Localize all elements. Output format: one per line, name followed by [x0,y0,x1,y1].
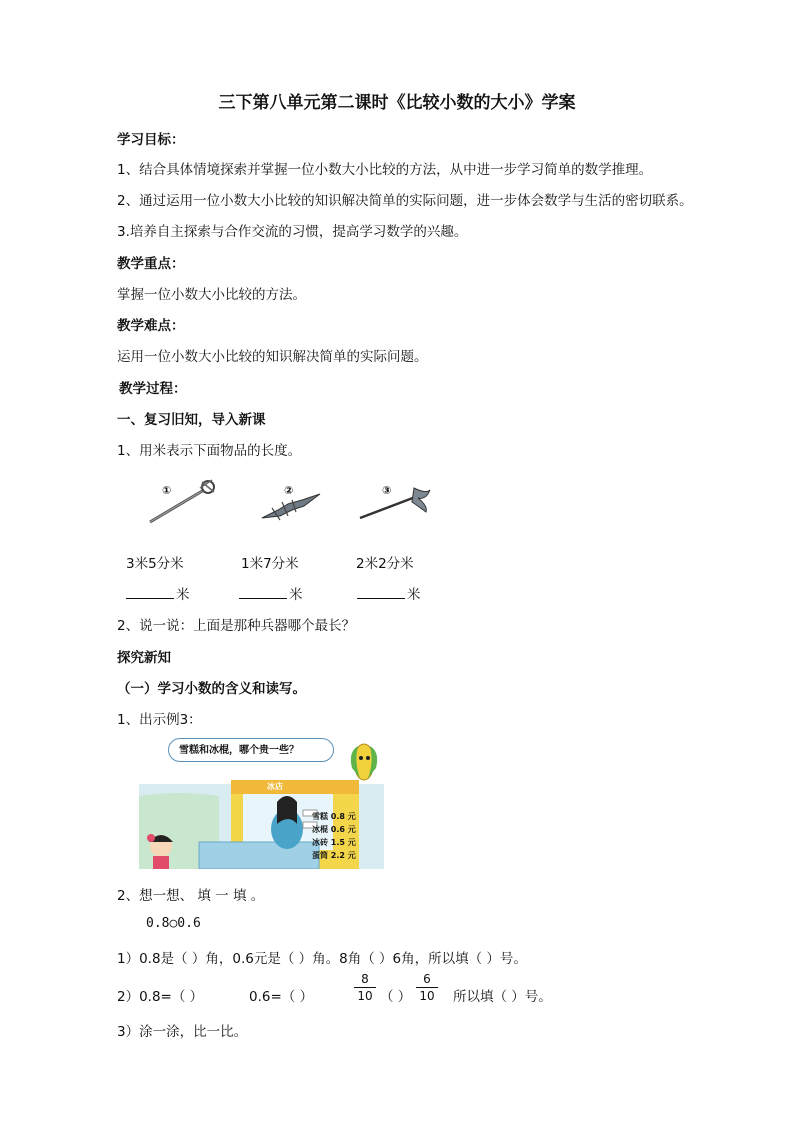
section-explore-heading: 探究新知 [117,650,171,666]
fraction-compare-blank[interactable]: （ ） [380,989,412,1005]
weapon-2-answer: 米 [239,583,303,603]
objective-item-2: 2、通过运用一位小数大小比较的知识解决简单的实际问题，进一步体会数学与生活的密切联系。 [117,193,693,209]
fill-question-1: 1）0.8是（ ）角，0.6元是（ ）角。8角（ ）6角，所以填（ ）号。 [117,951,527,967]
objective-item-3: 3.培养自主探索与合作交流的习惯，提高学习数学的兴趣。 [117,224,468,240]
weapon-3-answer: 米 [357,583,421,603]
fraction-eight-tenths [354,972,376,1003]
process-heading: 教学过程： [119,381,187,397]
fill-question-3: 3）涂一涂，比一比。 [117,1024,248,1040]
subsection-heading: （一）学习小数的含义和读写。 [117,681,306,697]
weapon-1-label: ① [162,484,172,497]
objective-item-1: 1、结合具体情境探索并掌握一位小数大小比较的方法，从中进一步学习简单的数学推理。 [117,162,653,178]
fraction-denominator: 10 [357,989,373,1003]
fill-question-2-part-b: 0.6=（ ） [249,989,314,1005]
difficulty-text: 运用一位小数大小比较的知识解决简单的实际问题。 [117,349,428,365]
key-point-text: 掌握一位小数大小比较的方法。 [117,287,306,303]
section-review-heading: 一、复习旧知，导入新课 [117,412,266,428]
weapon-2-length: 1米7分米 [241,556,299,572]
weapon-3-label: ③ [382,484,392,497]
fraction-six-tenths [416,972,438,1003]
weapon-1-length: 3米5分米 [126,556,184,572]
shop-sign: 冰店 [267,782,283,791]
objectives-heading: 学习目标： [117,132,185,148]
question-2: 2、说一说：上面是那种兵器哪个最长？ [117,618,356,634]
weapon-1-answer: 米 [126,583,190,603]
fill-question-2-part-a: 2）0.8=（ ） [117,989,204,1005]
weapon-2-spear-icon [258,490,324,524]
page-title: 三下第八单元第二课时《比较小数的大小》学案 [218,93,576,113]
weapon-1-staff-icon [144,478,218,526]
difficulty-heading: 教学难点： [117,318,185,334]
weapon-2-label: ② [284,484,294,497]
fraction-denominator: 10 [419,989,435,1003]
key-point-heading: 教学重点： [117,256,185,272]
compare-expression: 0.8○0.6 [146,916,201,931]
answer-blank[interactable] [239,584,287,599]
example-label: 1、出示例3： [117,712,202,728]
fraction-numerator: 8 [354,972,376,988]
corn-mascot-icon [344,738,384,784]
price-item: 冰砖 1.5 元 [312,838,356,847]
fraction-numerator: 6 [416,972,438,988]
price-item: 雪糕 0.8 元 [312,812,356,821]
weapon-3-halberd-icon [356,484,434,522]
price-list [312,810,356,862]
answer-blank[interactable] [126,584,174,599]
question-1: 1、用米表示下面物品的长度。 [117,443,302,459]
answer-blank[interactable] [357,584,405,599]
speech-bubble: 雪糕和冰棍，哪个贵一些？ [168,738,334,762]
price-item: 冰棍 0.6 元 [312,825,356,834]
fill-question-2-part-c: 所以填（ ）号。 [453,989,552,1005]
price-item: 蛋筒 2.2 元 [312,851,356,860]
weapon-3-length: 2米2分米 [356,556,414,572]
think-prompt: 2、想一想、 填 一 填 。 [117,888,265,904]
